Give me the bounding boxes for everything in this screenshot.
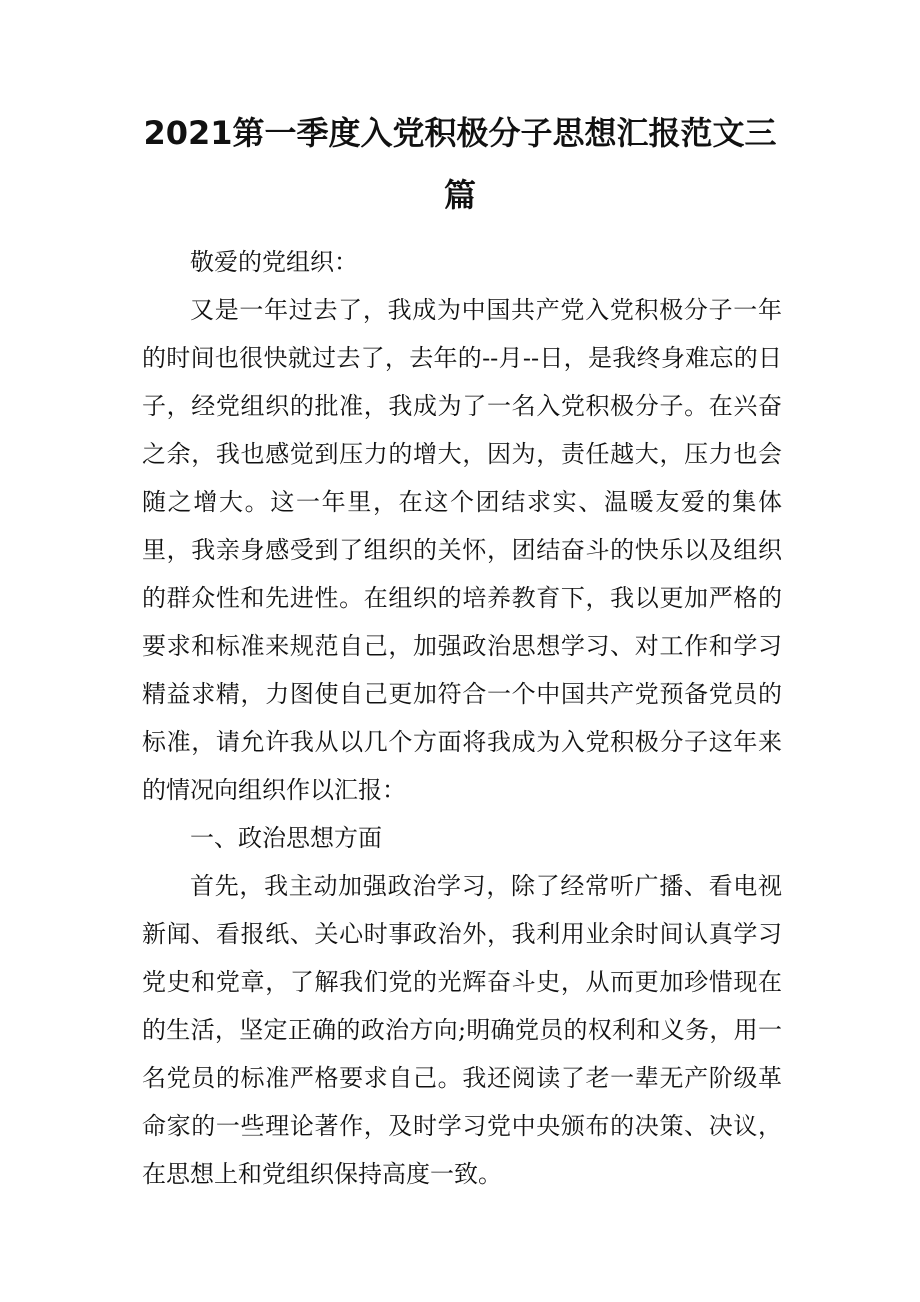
paragraph-1: 又是一年过去了，我成为中国共产党入党积极分子一年的时间也很快就过去了，去年的--月--日，是我终身难忘的日子，经党组织的批准，我成为了一名入党积极分子。在兴奋之余，我也感觉到压力的增大，因为，责任越大，压力也会随之增大。这一年里，在这个团结求实、温暖友爱的集体里，我亲身感受到了组织的关怀，团结奋斗的快乐以及组织的群众性和先进性。在组织的培养教育下，我以更加严格的要求和标准来规范自己，加强政治思想学习、对工作和学习精益求精，力图使自己更加符合一个中国共产党预备党员的标准，请允许我从以几个方面将我成为入党积极分子这年来的情况向组织作以汇报：	[142, 296, 782, 804]
paragraph-2: 首先，我主动加强政治学习，除了经常听广播、看电视新闻、看报纸、关心时事政治外，我利用业余时间认真学习党史和党章，了解我们党的光辉奋斗史，从而更加珍惜现在的生活，坚定正确的政治方向;明确党员的权利和义务，用一名党员的标准严格要求自己。我还阅读了老一辈无产阶级革命家的一些理论著作，及时学习党中央颁布的决策、决议，在思想上和党组织保持高度一致。	[142, 872, 782, 1188]
document-title-line-2: 篇	[443, 176, 476, 214]
document-title-line-1: 2021第一季度入党积极分子思想汇报范文三	[143, 114, 777, 152]
salutation: 敬爱的党组织：	[190, 248, 358, 276]
section-heading-political: 一、政治思想方面	[190, 824, 382, 852]
